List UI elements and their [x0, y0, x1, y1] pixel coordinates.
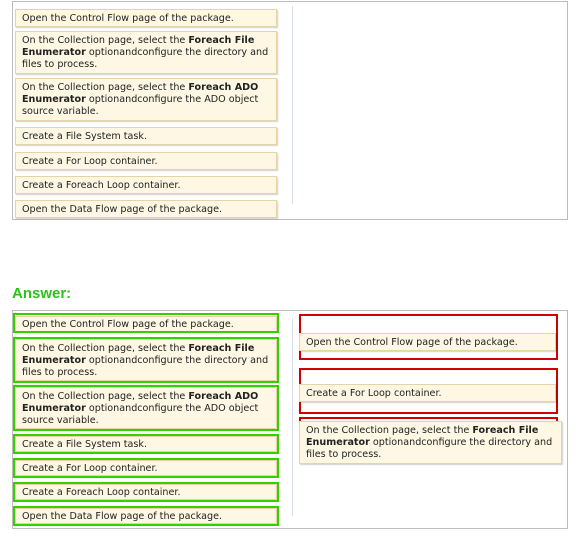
source-item-foreach-loop-container[interactable]: Create a Foreach Loop container.	[15, 176, 277, 194]
answer-source-item-open-control-flow[interactable]: Open the Control Flow page of the package.	[15, 316, 277, 332]
answer-source-item-foreach-file-enumerator[interactable]: On the Collection page, select the Foreach File Enumerator optionandconfigure the directory and files to process.	[15, 339, 277, 381]
answer-panel-divider	[292, 318, 293, 516]
answer-source-item-foreach-loop-container[interactable]: Create a Foreach Loop container.	[15, 484, 277, 500]
answer-heading: Answer:	[12, 285, 72, 302]
question-panel-divider	[292, 6, 293, 204]
source-item-open-data-flow[interactable]: Open the Data Flow page of the package.	[15, 200, 277, 218]
answer-target-item-open-control-flow[interactable]: Open the Control Flow page of the package.	[299, 333, 556, 351]
answer-source-item-foreach-ado-enumerator[interactable]: On the Collection page, select the Foreach ADO Enumerator optionandconfigure the ADO object source variable.	[15, 387, 277, 429]
answer-target-item-foreach-file-enumerator[interactable]: On the Collection page, select the Foreach File Enumerator optionandconfigure the directory and files to process.	[299, 421, 562, 464]
source-item-foreach-ado-enumerator[interactable]: On the Collection page, select the Foreach ADO Enumerator optionandconfigure the ADO object source variable.	[15, 78, 277, 121]
source-item-file-system-task[interactable]: Create a File System task.	[15, 127, 277, 145]
source-item-for-loop-container[interactable]: Create a For Loop container.	[15, 152, 277, 170]
answer-source-item-open-data-flow[interactable]: Open the Data Flow page of the package.	[15, 508, 277, 524]
answer-target-item-for-loop-container[interactable]: Create a For Loop container.	[299, 384, 556, 402]
answer-source-item-file-system-task[interactable]: Create a File System task.	[15, 436, 277, 452]
source-item-foreach-file-enumerator[interactable]: On the Collection page, select the Foreach File Enumerator optionandconfigure the directory and files to process.	[15, 31, 277, 74]
answer-source-item-for-loop-container[interactable]: Create a For Loop container.	[15, 460, 277, 476]
source-item-open-control-flow[interactable]: Open the Control Flow page of the package.	[15, 9, 277, 27]
